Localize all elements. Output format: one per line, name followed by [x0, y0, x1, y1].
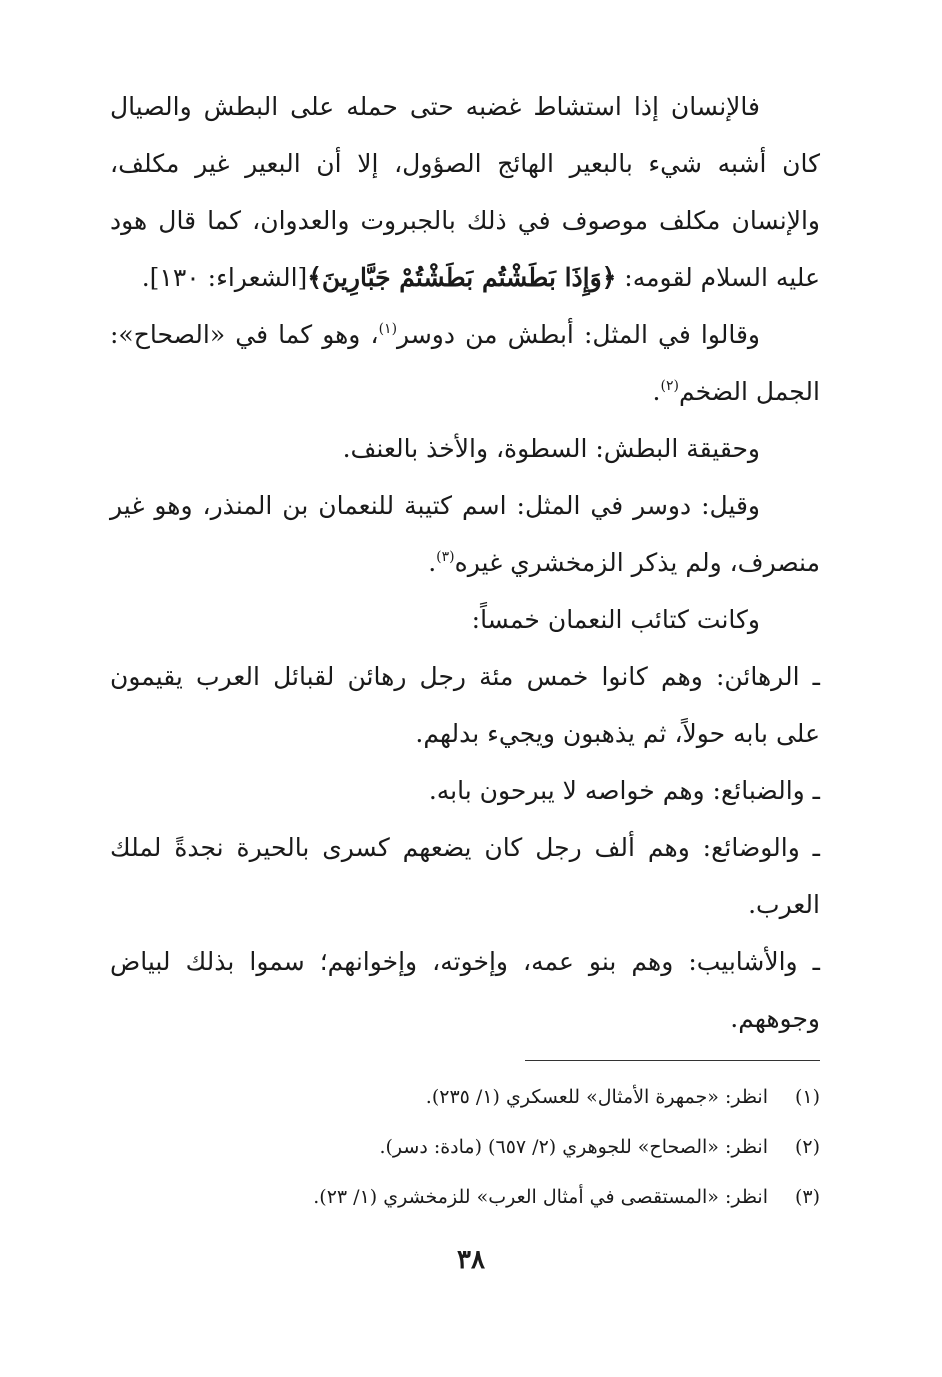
footnote-ref-2[interactable]: (٢) — [660, 378, 679, 394]
verse-citation: [الشعراء: ١٣٠]. — [141, 263, 308, 292]
paragraph-2-after: . — [652, 377, 661, 406]
footnote-ref-3[interactable]: (٣) — [436, 549, 455, 565]
footnote-3-number: (٣) — [794, 1186, 820, 1208]
list-item-wadai: ـ والوضائع: وهم ألف رجل كان يضعهم كسرى بالحيرة نجدةً لملك العرب. — [110, 833, 820, 919]
list-item-ashabib: ـ والأشابيب: وهم بنو عمه، وإخوته، وإخوانهم؛ سموا بذلك لبياض وجوههم. — [110, 947, 820, 1033]
footnote-3 — [110, 1172, 820, 1222]
footnote-ref-1[interactable]: (١) — [378, 321, 398, 337]
paragraph-2-middle: ، وهو كما في «الصحاح»: الجمل الضخم — [110, 320, 820, 406]
paragraph-4-before: وقيل: دوسر في المثل: اسم كتيبة للنعمان بن المنذر، وهو غير منصرف، ولم يذكر الزمخشري غيره — [110, 491, 820, 577]
footnote-divider — [525, 1060, 820, 1061]
paragraph-2 — [110, 306, 820, 420]
paragraph-1-text: فالإنسان إذا استشاط غضبه حتى حمله على البطش والصيال كان أشبه شيء بالبعير الهائج الصؤول، إلا أن البعير غير مكلف، والإنسان مكلف موصوف في ذلك بالجبروت والعدوان، كما قال هود عليه السلام لقومه: — [110, 92, 820, 292]
paragraph-3: وحقيقة البطش: السطوة، والأخذ بالعنف. — [342, 434, 760, 463]
list-item-rahain: ـ الرهائن: وهم كانوا خمس مئة رجل رهائن لقبائل العرب يقيمون على بابه حولاً، ثم يذهبون ويجيء بدلهم. — [110, 662, 820, 748]
paragraph-4 — [110, 477, 820, 591]
quran-verse: ﴿وَإِذَا بَطَشْتُم بَطَشْتُمْ جَبَّارِينَ﴾ — [307, 263, 617, 292]
footnote-3-text: انظر: «المستقصى في أمثال العرب» للزمخشري (١/ ٢٣). — [313, 1186, 768, 1208]
paragraph-1 — [110, 78, 820, 306]
footnote-1-text: انظر: «جمهرة الأمثال» للعسكري (١/ ٢٣٥). — [425, 1086, 768, 1108]
footnote-2-text: انظر: «الصحاح» للجوهري (٢/ ٦٥٧) (مادة: دسر). — [379, 1136, 768, 1158]
footnote-2 — [110, 1122, 820, 1172]
paragraph-2-before: وقالوا في المثل: أبطش من دوسر — [397, 320, 761, 349]
footnote-1-number: (١) — [794, 1086, 820, 1108]
footnote-2-number: (٢) — [794, 1136, 820, 1158]
paragraph-5: وكانت كتائب النعمان خمساً: — [471, 605, 760, 634]
list-item-dabai: ـ والضبائع: وهم خواصه لا يبرحون بابه. — [428, 776, 820, 805]
footnote-1 — [110, 1072, 820, 1122]
footnotes — [110, 1072, 820, 1222]
main-text — [110, 78, 820, 1047]
paragraph-4-after: . — [428, 548, 437, 577]
page-number: ٣٨ — [457, 1245, 485, 1275]
